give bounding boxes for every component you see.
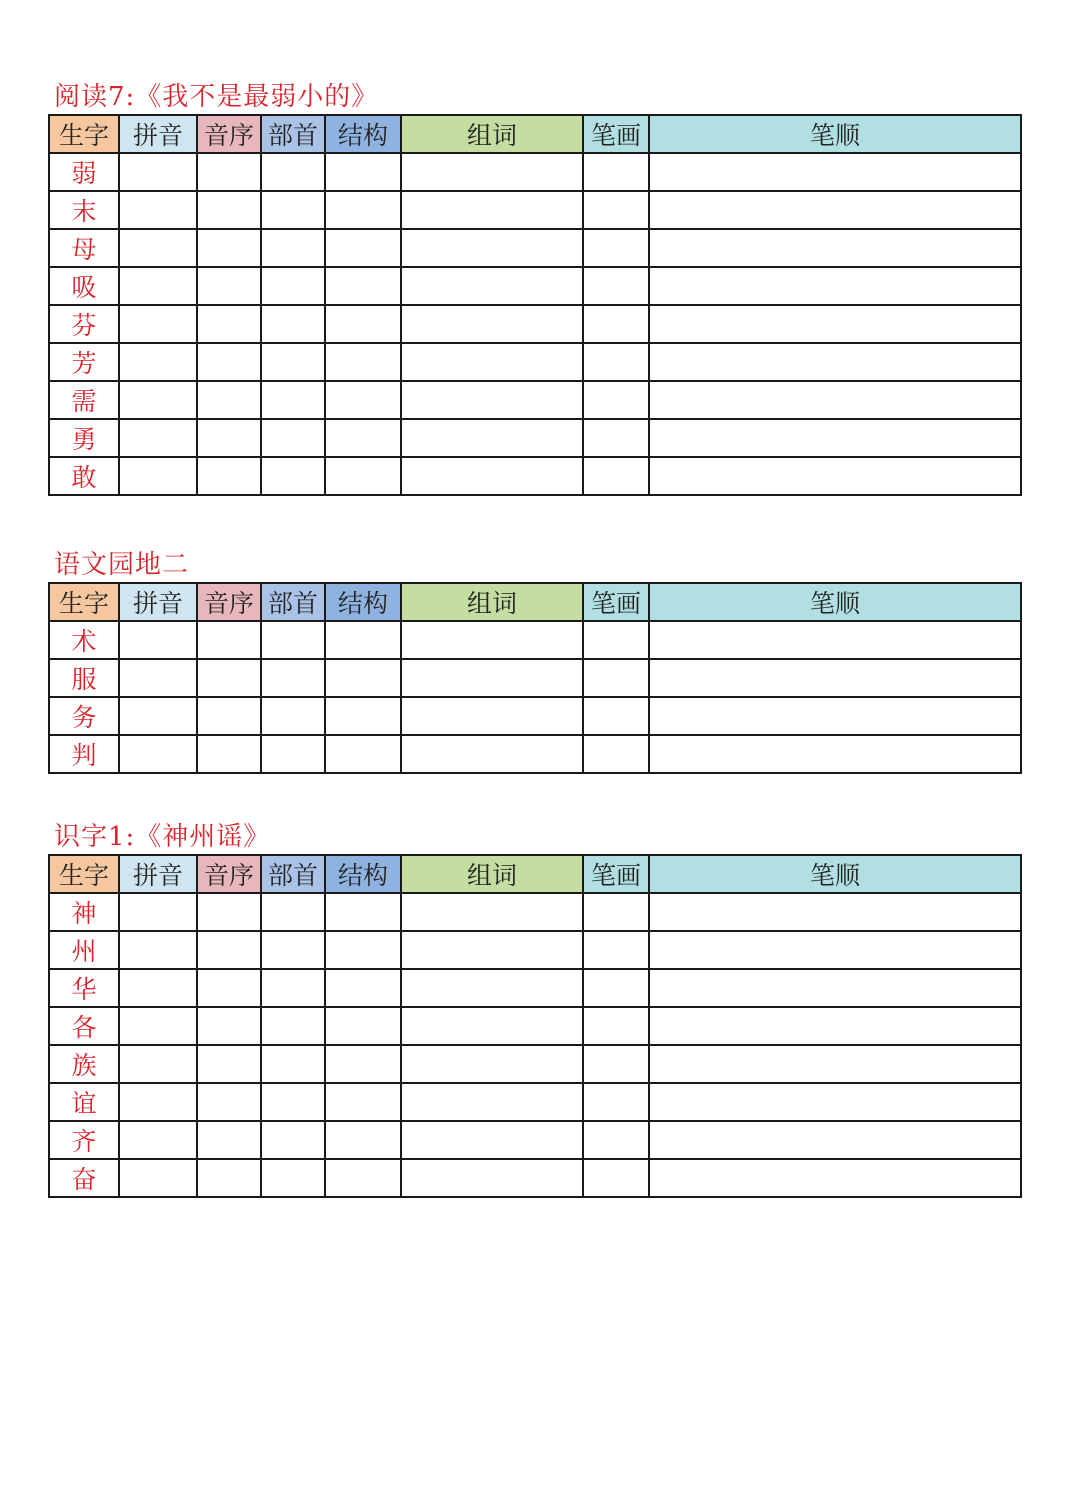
- table-row: [49, 1121, 1021, 1159]
- blank-answer-cell[interactable]: [261, 1121, 325, 1159]
- blank-answer-cell[interactable]: [119, 659, 197, 697]
- table-row: [49, 457, 1021, 495]
- table-row: [49, 659, 1021, 697]
- worksheet-section: [48, 820, 1022, 1198]
- character-cell: 谊: [49, 1083, 119, 1121]
- blank-answer-cell[interactable]: [119, 305, 197, 343]
- blank-answer-cell[interactable]: [119, 419, 197, 457]
- blank-answer-cell[interactable]: [261, 1159, 325, 1197]
- column-header: 笔顺: [649, 583, 1021, 621]
- column-header: 生字: [49, 115, 119, 153]
- blank-answer-cell[interactable]: [401, 1121, 583, 1159]
- table-row: [49, 969, 1021, 1007]
- blank-answer-cell[interactable]: [197, 621, 261, 659]
- blank-answer-cell[interactable]: [261, 697, 325, 735]
- character-cell: 各: [49, 1007, 119, 1045]
- blank-answer-cell[interactable]: [197, 1045, 261, 1083]
- blank-answer-cell[interactable]: [197, 969, 261, 1007]
- column-header: 组词: [401, 855, 583, 893]
- blank-answer-cell[interactable]: [649, 343, 1021, 381]
- character-cell: 神: [49, 893, 119, 931]
- blank-answer-cell[interactable]: [649, 697, 1021, 735]
- blank-answer-cell[interactable]: [401, 305, 583, 343]
- section-title: 识字1:《神州谣》: [54, 822, 271, 852]
- blank-answer-cell[interactable]: [261, 893, 325, 931]
- column-header: 拼音: [119, 855, 197, 893]
- column-header: 拼音: [119, 583, 197, 621]
- blank-answer-cell[interactable]: [649, 153, 1021, 191]
- blank-answer-cell[interactable]: [119, 1121, 197, 1159]
- blank-answer-cell[interactable]: [325, 191, 401, 229]
- blank-answer-cell[interactable]: [583, 381, 649, 419]
- blank-answer-cell[interactable]: [583, 931, 649, 969]
- column-header: 音序: [197, 583, 261, 621]
- blank-answer-cell[interactable]: [325, 153, 401, 191]
- blank-answer-cell[interactable]: [197, 735, 261, 773]
- blank-answer-cell[interactable]: [261, 969, 325, 1007]
- blank-answer-cell[interactable]: [649, 267, 1021, 305]
- blank-answer-cell[interactable]: [583, 153, 649, 191]
- blank-answer-cell[interactable]: [197, 191, 261, 229]
- blank-answer-cell[interactable]: [649, 931, 1021, 969]
- blank-answer-cell[interactable]: [649, 419, 1021, 457]
- blank-answer-cell[interactable]: [119, 931, 197, 969]
- blank-answer-cell[interactable]: [197, 343, 261, 381]
- blank-answer-cell[interactable]: [261, 153, 325, 191]
- blank-answer-cell[interactable]: [583, 659, 649, 697]
- blank-answer-cell[interactable]: [583, 969, 649, 1007]
- blank-answer-cell[interactable]: [197, 229, 261, 267]
- blank-answer-cell[interactable]: [119, 267, 197, 305]
- blank-answer-cell[interactable]: [583, 1083, 649, 1121]
- blank-answer-cell[interactable]: [119, 621, 197, 659]
- blank-answer-cell[interactable]: [649, 1045, 1021, 1083]
- blank-answer-cell[interactable]: [649, 457, 1021, 495]
- blank-answer-cell[interactable]: [119, 1083, 197, 1121]
- column-header: 笔画: [583, 855, 649, 893]
- blank-answer-cell[interactable]: [401, 153, 583, 191]
- character-table: [48, 114, 1022, 496]
- blank-answer-cell[interactable]: [325, 1083, 401, 1121]
- blank-answer-cell[interactable]: [649, 381, 1021, 419]
- table-row: [49, 153, 1021, 191]
- blank-answer-cell[interactable]: [325, 381, 401, 419]
- blank-answer-cell[interactable]: [401, 621, 583, 659]
- table-row: [49, 381, 1021, 419]
- section-title: 语文园地二: [54, 550, 190, 580]
- blank-answer-cell[interactable]: [325, 1007, 401, 1045]
- blank-answer-cell[interactable]: [583, 267, 649, 305]
- column-header: 部首: [261, 855, 325, 893]
- blank-answer-cell[interactable]: [119, 457, 197, 495]
- blank-answer-cell[interactable]: [261, 931, 325, 969]
- blank-answer-cell[interactable]: [197, 893, 261, 931]
- table-row: [49, 1007, 1021, 1045]
- blank-answer-cell[interactable]: [197, 931, 261, 969]
- character-cell: 判: [49, 735, 119, 773]
- blank-answer-cell[interactable]: [401, 697, 583, 735]
- blank-answer-cell[interactable]: [583, 697, 649, 735]
- blank-answer-cell[interactable]: [401, 931, 583, 969]
- table-row: [49, 229, 1021, 267]
- blank-answer-cell[interactable]: [261, 343, 325, 381]
- column-header: 笔画: [583, 115, 649, 153]
- character-cell: 术: [49, 621, 119, 659]
- table-row: [49, 1045, 1021, 1083]
- blank-answer-cell[interactable]: [649, 1159, 1021, 1197]
- blank-answer-cell[interactable]: [583, 1045, 649, 1083]
- blank-answer-cell[interactable]: [401, 457, 583, 495]
- blank-answer-cell[interactable]: [261, 305, 325, 343]
- table-row: [49, 621, 1021, 659]
- blank-answer-cell[interactable]: [119, 1045, 197, 1083]
- blank-answer-cell[interactable]: [325, 305, 401, 343]
- blank-answer-cell[interactable]: [401, 343, 583, 381]
- blank-answer-cell[interactable]: [261, 381, 325, 419]
- blank-answer-cell[interactable]: [197, 267, 261, 305]
- blank-answer-cell[interactable]: [197, 1121, 261, 1159]
- header-row: [49, 855, 1021, 893]
- blank-answer-cell[interactable]: [401, 1045, 583, 1083]
- character-cell: 华: [49, 969, 119, 1007]
- character-cell: 吸: [49, 267, 119, 305]
- table-row: [49, 267, 1021, 305]
- column-header: 音序: [197, 115, 261, 153]
- blank-answer-cell[interactable]: [119, 229, 197, 267]
- column-header: 生字: [49, 855, 119, 893]
- blank-answer-cell[interactable]: [325, 343, 401, 381]
- blank-answer-cell[interactable]: [583, 305, 649, 343]
- character-cell: 奋: [49, 1159, 119, 1197]
- blank-answer-cell[interactable]: [197, 305, 261, 343]
- column-header: 结构: [325, 855, 401, 893]
- blank-answer-cell[interactable]: [197, 697, 261, 735]
- blank-answer-cell[interactable]: [583, 893, 649, 931]
- blank-answer-cell[interactable]: [261, 457, 325, 495]
- table-row: [49, 931, 1021, 969]
- blank-answer-cell[interactable]: [119, 343, 197, 381]
- blank-answer-cell[interactable]: [401, 735, 583, 773]
- character-cell: 务: [49, 697, 119, 735]
- column-header: 组词: [401, 583, 583, 621]
- blank-answer-cell[interactable]: [401, 1083, 583, 1121]
- blank-answer-cell[interactable]: [197, 153, 261, 191]
- blank-answer-cell[interactable]: [119, 697, 197, 735]
- column-header: 结构: [325, 115, 401, 153]
- blank-answer-cell[interactable]: [401, 659, 583, 697]
- blank-answer-cell[interactable]: [583, 1007, 649, 1045]
- column-header: 笔顺: [649, 855, 1021, 893]
- blank-answer-cell[interactable]: [325, 931, 401, 969]
- blank-answer-cell[interactable]: [197, 381, 261, 419]
- blank-answer-cell[interactable]: [261, 1045, 325, 1083]
- character-cell: 州: [49, 931, 119, 969]
- blank-answer-cell[interactable]: [197, 659, 261, 697]
- blank-answer-cell[interactable]: [325, 735, 401, 773]
- character-cell: 族: [49, 1045, 119, 1083]
- table-row: [49, 735, 1021, 773]
- column-header: 部首: [261, 115, 325, 153]
- blank-answer-cell[interactable]: [325, 659, 401, 697]
- character-cell: 芬: [49, 305, 119, 343]
- blank-answer-cell[interactable]: [325, 267, 401, 305]
- blank-answer-cell[interactable]: [119, 191, 197, 229]
- blank-answer-cell[interactable]: [649, 621, 1021, 659]
- character-cell: 末: [49, 191, 119, 229]
- blank-answer-cell[interactable]: [401, 969, 583, 1007]
- character-cell: 芳: [49, 343, 119, 381]
- blank-answer-cell[interactable]: [119, 1159, 197, 1197]
- blank-answer-cell[interactable]: [401, 381, 583, 419]
- header-row: [49, 115, 1021, 153]
- table-row: [49, 343, 1021, 381]
- column-header: 音序: [197, 855, 261, 893]
- blank-answer-cell[interactable]: [197, 457, 261, 495]
- column-header: 部首: [261, 583, 325, 621]
- blank-answer-cell[interactable]: [261, 621, 325, 659]
- blank-answer-cell[interactable]: [325, 1121, 401, 1159]
- blank-answer-cell[interactable]: [261, 1007, 325, 1045]
- blank-answer-cell[interactable]: [649, 969, 1021, 1007]
- blank-answer-cell[interactable]: [583, 735, 649, 773]
- blank-answer-cell[interactable]: [649, 1007, 1021, 1045]
- blank-answer-cell[interactable]: [583, 1121, 649, 1159]
- blank-answer-cell[interactable]: [649, 659, 1021, 697]
- blank-answer-cell[interactable]: [401, 893, 583, 931]
- blank-answer-cell[interactable]: [583, 229, 649, 267]
- table-row: [49, 419, 1021, 457]
- blank-answer-cell[interactable]: [197, 1007, 261, 1045]
- character-table: [48, 854, 1022, 1198]
- column-header: 组词: [401, 115, 583, 153]
- blank-answer-cell[interactable]: [649, 735, 1021, 773]
- character-cell: 弱: [49, 153, 119, 191]
- blank-answer-cell[interactable]: [197, 419, 261, 457]
- column-header: 结构: [325, 583, 401, 621]
- blank-answer-cell[interactable]: [261, 659, 325, 697]
- table-row: [49, 697, 1021, 735]
- blank-answer-cell[interactable]: [583, 621, 649, 659]
- blank-answer-cell[interactable]: [401, 267, 583, 305]
- blank-answer-cell[interactable]: [401, 419, 583, 457]
- header-row: [49, 583, 1021, 621]
- blank-answer-cell[interactable]: [325, 1159, 401, 1197]
- blank-answer-cell[interactable]: [401, 1007, 583, 1045]
- column-header: 拼音: [119, 115, 197, 153]
- blank-answer-cell[interactable]: [261, 267, 325, 305]
- blank-answer-cell[interactable]: [325, 969, 401, 1007]
- character-cell: 勇: [49, 419, 119, 457]
- blank-answer-cell[interactable]: [401, 191, 583, 229]
- blank-answer-cell[interactable]: [583, 191, 649, 229]
- blank-answer-cell[interactable]: [325, 419, 401, 457]
- column-header: 笔顺: [649, 115, 1021, 153]
- blank-answer-cell[interactable]: [583, 457, 649, 495]
- blank-answer-cell[interactable]: [119, 153, 197, 191]
- blank-answer-cell[interactable]: [261, 191, 325, 229]
- blank-answer-cell[interactable]: [261, 1083, 325, 1121]
- blank-answer-cell[interactable]: [119, 969, 197, 1007]
- blank-answer-cell[interactable]: [649, 893, 1021, 931]
- blank-answer-cell[interactable]: [325, 229, 401, 267]
- section-title: 阅读7:《我不是最弱小的》: [54, 82, 379, 112]
- blank-answer-cell[interactable]: [119, 381, 197, 419]
- blank-answer-cell[interactable]: [583, 419, 649, 457]
- blank-answer-cell[interactable]: [583, 1159, 649, 1197]
- blank-answer-cell[interactable]: [325, 457, 401, 495]
- column-header: 笔画: [583, 583, 649, 621]
- worksheet-section: [48, 80, 1022, 496]
- blank-answer-cell[interactable]: [401, 1159, 583, 1197]
- character-cell: 母: [49, 229, 119, 267]
- blank-answer-cell[interactable]: [325, 1045, 401, 1083]
- table-row: [49, 893, 1021, 931]
- table-row: [49, 1159, 1021, 1197]
- blank-answer-cell[interactable]: [325, 621, 401, 659]
- column-header: 生字: [49, 583, 119, 621]
- character-cell: 服: [49, 659, 119, 697]
- blank-answer-cell[interactable]: [197, 1159, 261, 1197]
- blank-answer-cell[interactable]: [261, 229, 325, 267]
- table-row: [49, 305, 1021, 343]
- blank-answer-cell[interactable]: [401, 229, 583, 267]
- blank-answer-cell[interactable]: [649, 1121, 1021, 1159]
- blank-answer-cell[interactable]: [325, 697, 401, 735]
- character-cell: 敢: [49, 457, 119, 495]
- blank-answer-cell[interactable]: [197, 1083, 261, 1121]
- blank-answer-cell[interactable]: [649, 1083, 1021, 1121]
- blank-answer-cell[interactable]: [261, 735, 325, 773]
- worksheet-section: [48, 548, 1022, 774]
- blank-answer-cell[interactable]: [119, 735, 197, 773]
- blank-answer-cell[interactable]: [583, 343, 649, 381]
- table-row: [49, 1083, 1021, 1121]
- character-table: [48, 582, 1022, 774]
- blank-answer-cell[interactable]: [649, 229, 1021, 267]
- blank-answer-cell[interactable]: [649, 305, 1021, 343]
- blank-answer-cell[interactable]: [119, 893, 197, 931]
- table-row: [49, 191, 1021, 229]
- blank-answer-cell[interactable]: [325, 893, 401, 931]
- blank-answer-cell[interactable]: [119, 1007, 197, 1045]
- blank-answer-cell[interactable]: [261, 419, 325, 457]
- character-cell: 需: [49, 381, 119, 419]
- blank-answer-cell[interactable]: [649, 191, 1021, 229]
- character-cell: 齐: [49, 1121, 119, 1159]
